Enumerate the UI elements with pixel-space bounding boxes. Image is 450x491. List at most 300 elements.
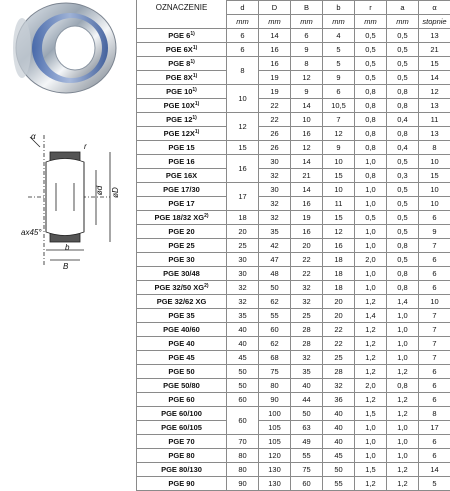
col-header-alpha: α [419,1,450,15]
dimensions-table [136,0,450,491]
cell-b: 9 [323,141,355,155]
table-row [137,141,450,155]
cell-b: 25 [323,351,355,365]
cell-d: 8 [227,57,259,85]
cell-a: 0,5 [387,57,419,71]
cell-D: 50 [259,281,291,295]
cell-D: 120 [259,449,291,463]
cell-D: 55 [259,309,291,323]
table-row [137,407,450,421]
cell-r: 2,0 [355,253,387,267]
cell-alpha: 7 [419,323,450,337]
designation-text: PGE 30/48 [163,269,200,278]
cell-alpha: 10 [419,183,450,197]
cell-D: 32 [259,169,291,183]
cell-B: 12 [291,141,323,155]
designation-text: PGE 32/50 XG [154,283,204,292]
designation-text: PGE 12X [164,129,195,138]
cell-D: 14 [259,29,291,43]
cell-r: 1,5 [355,463,387,477]
designation-cell [137,351,227,365]
cell-alpha: 8 [419,407,450,421]
cell-b: 22 [323,337,355,351]
alpha-label: α [31,132,36,141]
designation-text: PGE 6 [168,31,190,40]
cell-a: 1,2 [387,463,419,477]
designation-cell [137,57,227,71]
designation-text: PGE 17/30 [163,185,200,194]
cell-r: 0,5 [355,211,387,225]
designation-cell [137,449,227,463]
cell-r: 1,5 [355,407,387,421]
cell-alpha: 5 [419,477,450,491]
cell-d: 30 [227,253,259,267]
cell-b: 5 [323,43,355,57]
table-row [137,477,450,491]
cell-d: 40 [227,337,259,351]
footnote-marker: 1) [192,87,196,93]
designation-header: OZNACZENIE [137,0,227,29]
designation-text: PGE 6X [166,45,193,54]
cell-D: 26 [259,141,291,155]
col-header-d: d [227,1,259,15]
cell-d: 45 [227,351,259,365]
cell-d: 50 [227,365,259,379]
cell-D: 48 [259,267,291,281]
cell-B: 14 [291,99,323,113]
cell-D: 16 [259,57,291,71]
cell-r: 0,5 [355,71,387,85]
cell-d: 70 [227,435,259,449]
cell-r: 1,0 [355,421,387,435]
cell-D: 30 [259,155,291,169]
cell-alpha: 9 [419,225,450,239]
cell-a: 0,5 [387,71,419,85]
cell-alpha: 10 [419,295,450,309]
cell-a: 0,8 [387,379,419,393]
cell-B: 63 [291,421,323,435]
cell-a: 0,8 [387,85,419,99]
unit-alpha: stopnie [419,15,450,29]
table-row [137,253,450,267]
cell-a: 0,8 [387,127,419,141]
cell-D: 16 [259,43,291,57]
cell-alpha: 10 [419,197,450,211]
cell-d: 12 [227,113,259,141]
cell-b: 40 [323,435,355,449]
designation-text: PGE 40 [168,339,194,348]
cell-a: 1,0 [387,351,419,365]
cell-B: 14 [291,183,323,197]
table-row [137,267,450,281]
cell-b: 10,5 [323,99,355,113]
cell-b: 18 [323,281,355,295]
cell-a: 1,2 [387,393,419,407]
cell-alpha: 6 [419,393,450,407]
designation-text: PGE 70 [168,437,194,446]
cell-b: 15 [323,211,355,225]
designation-cell [137,43,227,57]
cell-a: 0,5 [387,29,419,43]
cell-d: 50 [227,379,259,393]
cell-d: 6 [227,43,259,57]
cell-b: 40 [323,407,355,421]
table-row [137,85,450,99]
col-header-b: b [323,1,355,15]
cell-r: 1,0 [355,197,387,211]
cell-b: 4 [323,29,355,43]
cell-r: 1,2 [355,323,387,337]
cell-a: 1,0 [387,337,419,351]
cell-B: 12 [291,71,323,85]
cell-r: 1,2 [355,477,387,491]
cell-a: 0,8 [387,99,419,113]
table-row [137,99,450,113]
cell-b: 9 [323,71,355,85]
cell-r: 0,5 [355,57,387,71]
cell-a: 0,5 [387,211,419,225]
table-row [137,449,450,463]
designation-text: PGE 45 [168,353,194,362]
cell-a: 1,2 [387,477,419,491]
table-body [137,29,450,491]
cell-B: 6 [291,29,323,43]
cell-a: 0,8 [387,267,419,281]
cell-d: 60 [227,407,259,435]
table-row [137,197,450,211]
cell-r: 1,2 [355,393,387,407]
cell-a: 1,0 [387,309,419,323]
cell-D: 26 [259,127,291,141]
d-dim-label: ød [95,186,104,195]
table-row [137,169,450,183]
cell-r: 1,0 [355,155,387,169]
cell-alpha: 17 [419,421,450,435]
cell-alpha: 7 [419,309,450,323]
cell-d: 18 [227,211,259,225]
cell-D: 90 [259,393,291,407]
designation-cell [137,379,227,393]
table-row [137,155,450,169]
cell-b: 40 [323,421,355,435]
cell-b: 20 [323,295,355,309]
cell-D: 32 [259,197,291,211]
cell-d: 30 [227,267,259,281]
cell-D: 60 [259,323,291,337]
cell-B: 19 [291,211,323,225]
cell-D: 80 [259,379,291,393]
unit-b: mm [323,15,355,29]
table-row [137,239,450,253]
table-row [137,183,450,197]
cell-B: 32 [291,295,323,309]
cell-B: 9 [291,43,323,57]
cell-alpha: 6 [419,365,450,379]
cell-b: 28 [323,365,355,379]
cell-r: 1,0 [355,435,387,449]
cell-D: 105 [259,435,291,449]
cell-D: 105 [259,421,291,435]
cell-r: 1,4 [355,309,387,323]
cell-D: 30 [259,183,291,197]
designation-text: PGE 10X [164,101,195,110]
cell-B: 16 [291,127,323,141]
designation-text: PGE 60/105 [161,423,202,432]
cell-D: 68 [259,351,291,365]
designation-text: PGE 8X [166,73,193,82]
cell-r: 0,8 [355,127,387,141]
cell-alpha: 7 [419,351,450,365]
cell-d: 80 [227,449,259,463]
designation-cell [137,477,227,491]
designation-text: PGE 60 [168,395,194,404]
footnote-marker: 1) [195,129,199,135]
cell-b: 10 [323,155,355,169]
cell-a: 1,2 [387,407,419,421]
designation-text: PGE 16X [166,171,197,180]
cell-B: 44 [291,393,323,407]
cell-B: 8 [291,57,323,71]
cell-D: 47 [259,253,291,267]
designation-text: PGE 15 [168,143,194,152]
cell-B: 55 [291,449,323,463]
cell-a: 0,4 [387,113,419,127]
cell-a: 0,5 [387,225,419,239]
cell-r: 1,2 [355,295,387,309]
cell-r: 1,2 [355,351,387,365]
cell-B: 75 [291,463,323,477]
cell-r: 0,8 [355,99,387,113]
cell-d: 10 [227,85,259,113]
cell-b: 7 [323,113,355,127]
cell-B: 10 [291,113,323,127]
cell-D: 35 [259,225,291,239]
table-row [137,435,450,449]
cell-alpha: 8 [419,141,450,155]
footnote-marker: 1) [190,59,194,65]
cell-B: 32 [291,351,323,365]
designation-cell [137,211,227,225]
cell-b: 55 [323,477,355,491]
cell-alpha: 14 [419,71,450,85]
designation-cell [137,463,227,477]
cell-r: 1,0 [355,239,387,253]
cell-d: 25 [227,239,259,253]
cell-alpha: 6 [419,253,450,267]
cell-a: 0,8 [387,239,419,253]
table-row [137,463,450,477]
D-dim-label: øD [111,187,120,198]
designation-cell [137,169,227,183]
cell-a: 1,0 [387,323,419,337]
cell-alpha: 12 [419,85,450,99]
cell-D: 32 [259,211,291,225]
designation-text: PGE 16 [168,157,194,166]
cell-alpha: 6 [419,281,450,295]
cell-alpha: 7 [419,239,450,253]
designation-text: PGE 80 [168,451,194,460]
cell-B: 32 [291,281,323,295]
cell-b: 16 [323,239,355,253]
cell-B: 40 [291,379,323,393]
designation-text: PGE 40/60 [163,325,200,334]
designation-cell [137,253,227,267]
left-panel [0,0,136,450]
designation-cell [137,225,227,239]
cell-B: 22 [291,267,323,281]
table-row [137,379,450,393]
cell-B: 25 [291,309,323,323]
cell-b: 5 [323,57,355,71]
cell-d: 35 [227,309,259,323]
cell-b: 20 [323,309,355,323]
designation-text: PGE 30 [168,255,194,264]
unit-D: mm [259,15,291,29]
cell-B: 20 [291,239,323,253]
unit-a: mm [387,15,419,29]
cell-alpha: 7 [419,337,450,351]
cell-B: 60 [291,477,323,491]
cell-d: 32 [227,281,259,295]
cell-alpha: 6 [419,379,450,393]
cell-d: 20 [227,225,259,239]
designation-cell [137,421,227,435]
designation-text: PGE 50 [168,367,194,376]
designation-cell [137,85,227,99]
cell-d: 32 [227,295,259,309]
table-row [137,71,450,85]
designation-text: PGE 50/80 [163,381,200,390]
cell-alpha: 15 [419,169,450,183]
designation-cell [137,71,227,85]
table-row [137,323,450,337]
cell-a: 0,5 [387,183,419,197]
cell-D: 22 [259,99,291,113]
cell-b: 11 [323,197,355,211]
designation-cell [137,239,227,253]
table-row [137,365,450,379]
designation-cell [137,393,227,407]
cell-alpha: 6 [419,211,450,225]
cell-D: 75 [259,365,291,379]
table-row [137,309,450,323]
table-row [137,211,450,225]
cell-B: 22 [291,253,323,267]
designation-cell [137,267,227,281]
cell-D: 130 [259,463,291,477]
cell-alpha: 21 [419,43,450,57]
cell-r: 1,2 [355,365,387,379]
b-dim-label: b [65,243,69,252]
cell-d: 15 [227,141,259,155]
cell-a: 1,0 [387,449,419,463]
bearing-photo [0,0,136,100]
designation-cell [137,295,227,309]
cell-b: 22 [323,323,355,337]
designation-text: PGE 12 [166,115,192,124]
cell-r: 2,0 [355,379,387,393]
cell-B: 16 [291,197,323,211]
cell-alpha: 13 [419,29,450,43]
footnote-marker: 1) [193,45,197,51]
cell-d: 60 [227,393,259,407]
col-header-r: r [355,1,387,15]
designation-cell [137,183,227,197]
designation-text: PGE 17 [168,199,194,208]
designation-cell [137,127,227,141]
cell-b: 12 [323,127,355,141]
cell-B: 35 [291,365,323,379]
designation-text: PGE 25 [168,241,194,250]
cell-b: 18 [323,267,355,281]
cell-r: 1,0 [355,183,387,197]
cell-a: 1,4 [387,295,419,309]
table-row [137,225,450,239]
cell-r: 1,0 [355,449,387,463]
cell-b: 32 [323,379,355,393]
cell-r: 1,0 [355,267,387,281]
unit-d: mm [227,15,259,29]
table-row [137,113,450,127]
designation-cell [137,113,227,127]
cell-d: 17 [227,183,259,211]
cell-d: 16 [227,155,259,183]
table-row [137,351,450,365]
table-row [137,337,450,351]
cell-D: 130 [259,477,291,491]
designation-text: PGE 90 [168,479,194,488]
designation-cell [137,365,227,379]
cell-r: 0,8 [355,85,387,99]
cell-D: 22 [259,113,291,127]
cell-D: 19 [259,85,291,99]
cell-d: 90 [227,477,259,491]
cell-alpha: 14 [419,463,450,477]
designation-text: PGE 32/62 XG [157,297,207,306]
table-row [137,281,450,295]
cell-r: 1,0 [355,225,387,239]
cell-a: 0,3 [387,169,419,183]
cell-D: 62 [259,337,291,351]
unit-B: mm [291,15,323,29]
cell-alpha: 15 [419,57,450,71]
cell-alpha: 6 [419,435,450,449]
cell-alpha: 13 [419,127,450,141]
cell-D: 19 [259,71,291,85]
cell-b: 12 [323,225,355,239]
cell-alpha: 10 [419,155,450,169]
cell-alpha: 6 [419,449,450,463]
designation-cell [137,281,227,295]
designation-cell [137,337,227,351]
designation-text: PGE 20 [168,227,194,236]
cell-b: 15 [323,169,355,183]
cell-D: 62 [259,295,291,309]
r-label: r [84,142,87,151]
cell-b: 45 [323,449,355,463]
footnote-marker: 2) [204,213,208,219]
designation-cell [137,407,227,421]
col-header-a: a [387,1,419,15]
chamfer-label: ax45° [21,228,42,237]
col-header-B: B [291,1,323,15]
designation-text: PGE 35 [168,311,194,320]
cell-a: 1,2 [387,365,419,379]
cell-alpha: 6 [419,267,450,281]
cell-r: 1,0 [355,281,387,295]
cell-r: 0,8 [355,169,387,183]
designation-cell [137,155,227,169]
